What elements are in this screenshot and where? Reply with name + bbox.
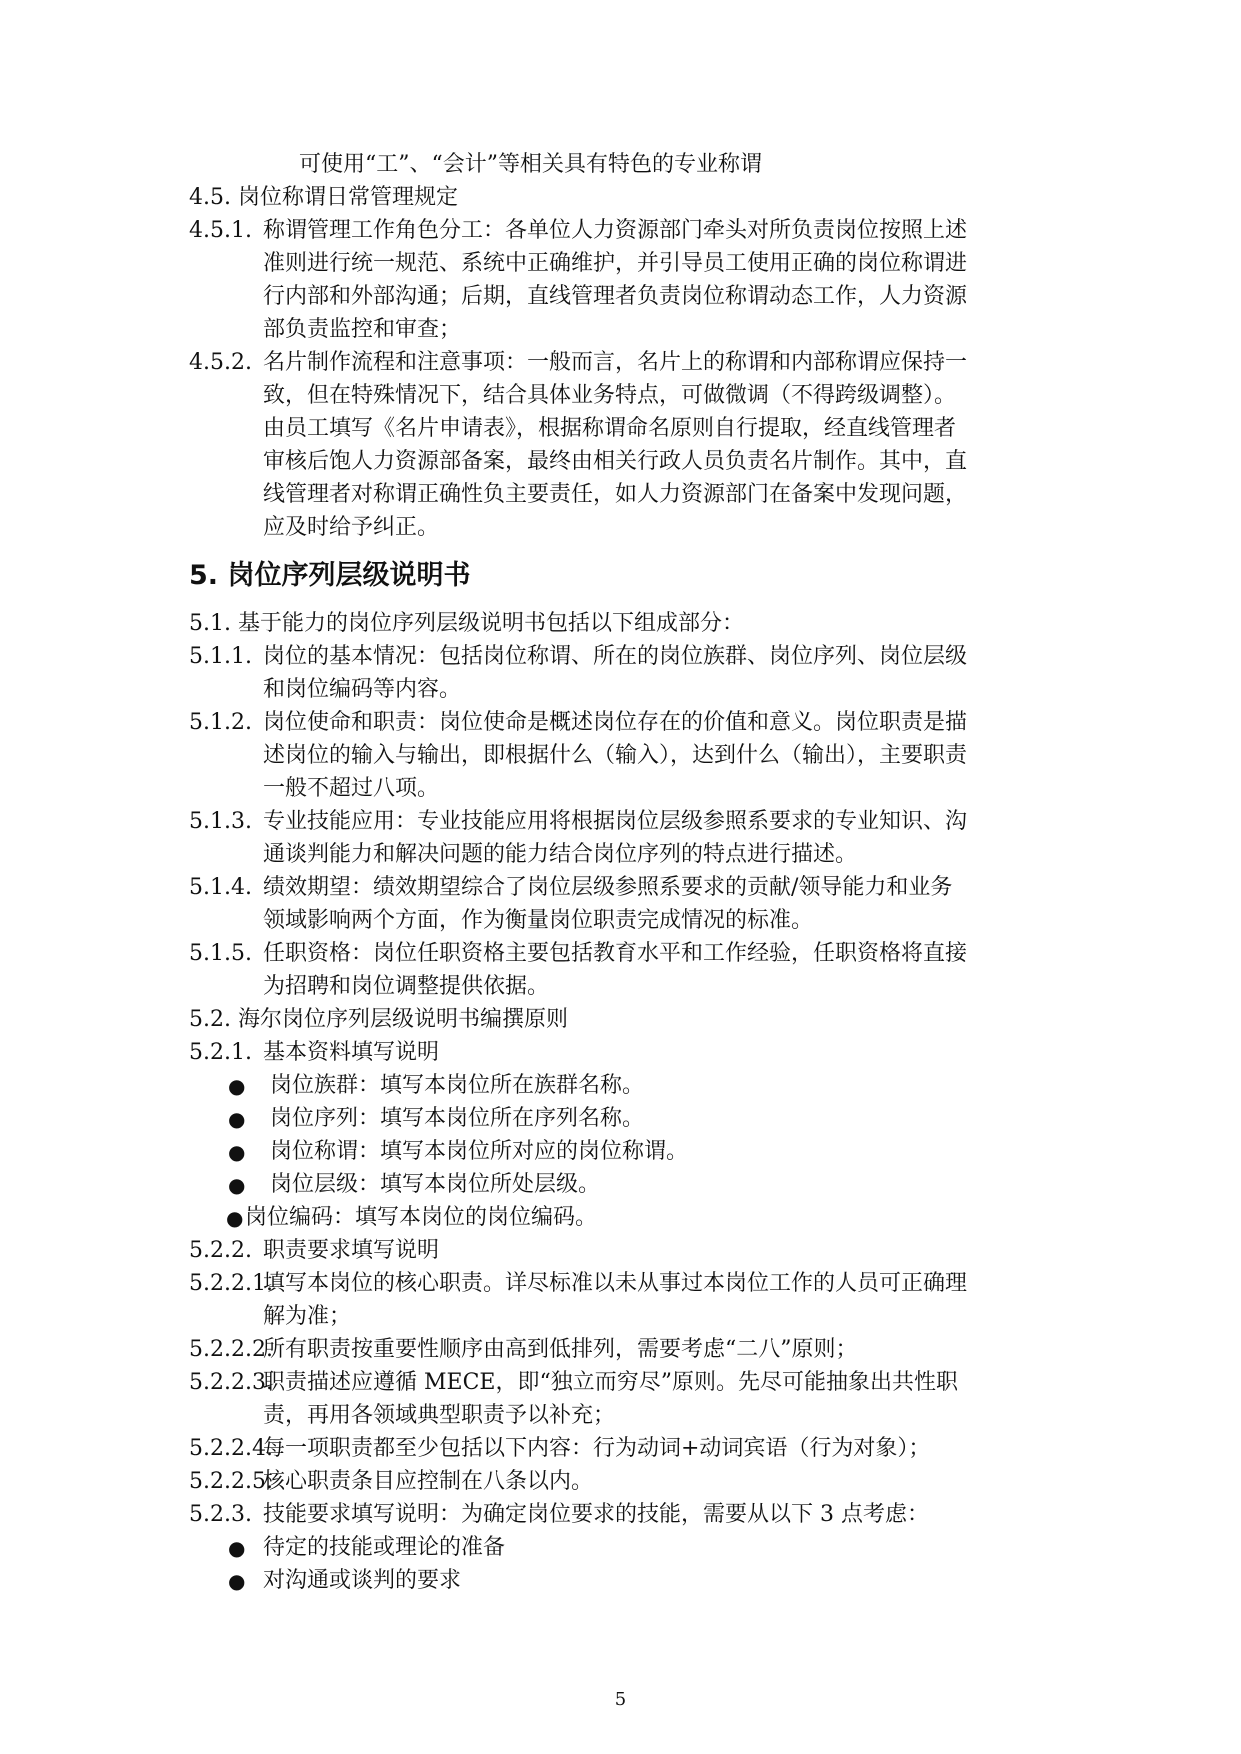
paragraph-text: 职责描述应遵循 MECE，即“独立而穷尽”原则。先尽可能抽象出共性职 [263,1370,958,1395]
item-number: 4.5.1. [189,218,252,243]
paragraph-text: 称谓管理工作角色分工：各单位人力资源部门牵头对所负责岗位按照上述 [263,218,968,243]
item-number: 5.1.2. [189,710,252,735]
bullet-icon: ● [226,1206,244,1230]
paragraph-text: 解为准； [263,1304,352,1329]
item-number: 5.2.2.1. [189,1271,273,1296]
paragraph-text: 职责要求填写说明 [263,1238,440,1263]
page-number: 5 [614,1689,627,1710]
bullet-text: 对沟通或谈判的要求 [263,1568,462,1593]
paragraph-text: 岗位的基本情况：包括岗位称谓、所在的岗位族群、岗位序列、岗位层级 [263,644,968,669]
section-number: 5.1. [189,611,231,636]
bullet-icon: ● [228,1140,246,1164]
section-title: 基于能力的岗位序列层级说明书包括以下组成部分： [238,611,745,636]
bullet-text: 岗位层级：填写本岗位所处层级。 [270,1172,601,1197]
section-title: 岗位称谓日常管理规定 [238,185,459,210]
paragraph-text: 部负责监控和审查； [263,317,462,342]
paragraph-text: 每一项职责都至少包括以下内容：行为动词+动词宾语（行为对象）； [263,1436,931,1461]
paragraph-text: 准则进行统一规范、系统中正确维护，并引导员工使用正确的岗位称谓进 [263,251,968,276]
bullet-text: 待定的技能或理论的准备 [263,1535,506,1560]
paragraph-text: 绩效期望：绩效期望综合了岗位层级参照系要求的贡献/领导能力和业务 [263,875,953,900]
item-number: 5.2.2.4. [189,1436,273,1461]
paragraph-text: 技能要求填写说明：为确定岗位要求的技能，需要从以下 3 点考虑： [263,1502,929,1527]
bullet-icon: ● [228,1074,246,1098]
paragraph-text: 线管理者对称谓正确性负主要责任，如人力资源部门在备案中发现问题， [263,482,968,507]
bullet-text: 岗位族群：填写本岗位所在族群名称。 [270,1073,645,1098]
paragraph-text: 责，再用各领域典型职责予以补充； [263,1403,616,1428]
item-number: 5.2.2. [189,1238,252,1263]
paragraph-text: 专业技能应用：专业技能应用将根据岗位层级参照系要求的专业知识、沟 [263,809,968,834]
paragraph-text: 核心职责条目应控制在八条以内。 [263,1469,594,1494]
paragraph-text: 述岗位的输入与输出，即根据什么（输入），达到什么（输出），主要职责 [263,743,968,768]
item-number: 5.2.3. [189,1502,252,1527]
paragraph-text: 由员工填写《名片申请表》，根据称谓命名原则自行提取，经直线管理者 [263,416,957,441]
paragraph-text: 名片制作流程和注意事项：一般而言，名片上的称谓和内部称谓应保持一 [263,350,968,375]
item-number: 5.2.2.5. [189,1469,273,1494]
item-number: 4.5.2. [189,350,252,375]
paragraph-text: 基本资料填写说明 [263,1040,440,1065]
item-number: 5.2.2.2. [189,1337,273,1362]
paragraph-text: 审核后饱人力资源部备案，最终由相关行政人员负责名片制作。其中，直 [263,449,968,474]
bullet-icon: ● [228,1569,246,1593]
paragraph-text: 和岗位编码等内容。 [263,677,462,702]
bullet-text: 岗位称谓：填写本岗位所对应的岗位称谓。 [270,1139,689,1164]
bullet-text: 岗位编码：填写本岗位的岗位编码。 [245,1205,598,1230]
paragraph-text: 所有职责按重要性顺序由高到低排列，需要考虑“二八”原则； [263,1337,858,1362]
section-number: 5.2. [189,1007,231,1032]
item-number: 5.1.3. [189,809,252,834]
bullet-icon: ● [228,1536,246,1560]
paragraph-text: 任职资格：岗位任职资格主要包括教育水平和工作经验，任职资格将直接 [263,941,968,966]
bullet-text: 岗位序列：填写本岗位所在序列名称。 [270,1106,645,1131]
chapter-heading: 5. 岗位序列层级说明书 [189,560,471,591]
paragraph-text: 通谈判能力和解决问题的能力结合岗位序列的特点进行描述。 [263,842,858,867]
item-number: 5.1.1. [189,644,252,669]
section-title: 海尔岗位序列层级说明书编撰原则 [238,1007,569,1032]
item-number: 5.1.5. [189,941,252,966]
paragraph-text: 行内部和外部沟通；后期，直线管理者负责岗位称谓动态工作，人力资源 [263,284,968,309]
bullet-icon: ● [228,1173,246,1197]
paragraph-text: 为招聘和岗位调整提供依据。 [263,974,550,999]
item-number: 5.2.2.3. [189,1370,273,1395]
section-number: 4.5. [189,185,231,210]
paragraph-text: 领域影响两个方面，作为衡量岗位职责完成情况的标准。 [263,908,814,933]
item-number: 5.1.4. [189,875,252,900]
bullet-icon: ● [228,1107,246,1131]
paragraph-text: 填写本岗位的核心职责。详尽标准以未从事过本岗位工作的人员可正确理 [263,1271,968,1296]
paragraph-text: 应及时给予纠正。 [263,515,440,540]
item-number: 5.2.1. [189,1040,252,1065]
paragraph-text: 致，但在特殊情况下，结合具体业务特点，可做微调（不得跨级调整）。 [263,383,957,408]
paragraph-text: 岗位使命和职责：岗位使命是概述岗位存在的价值和意义。岗位职责是描 [263,710,968,735]
intro-text: 可使用“工”、“会计”等相关具有特色的专业称谓 [299,152,762,177]
paragraph-text: 一般不超过八项。 [263,776,440,801]
